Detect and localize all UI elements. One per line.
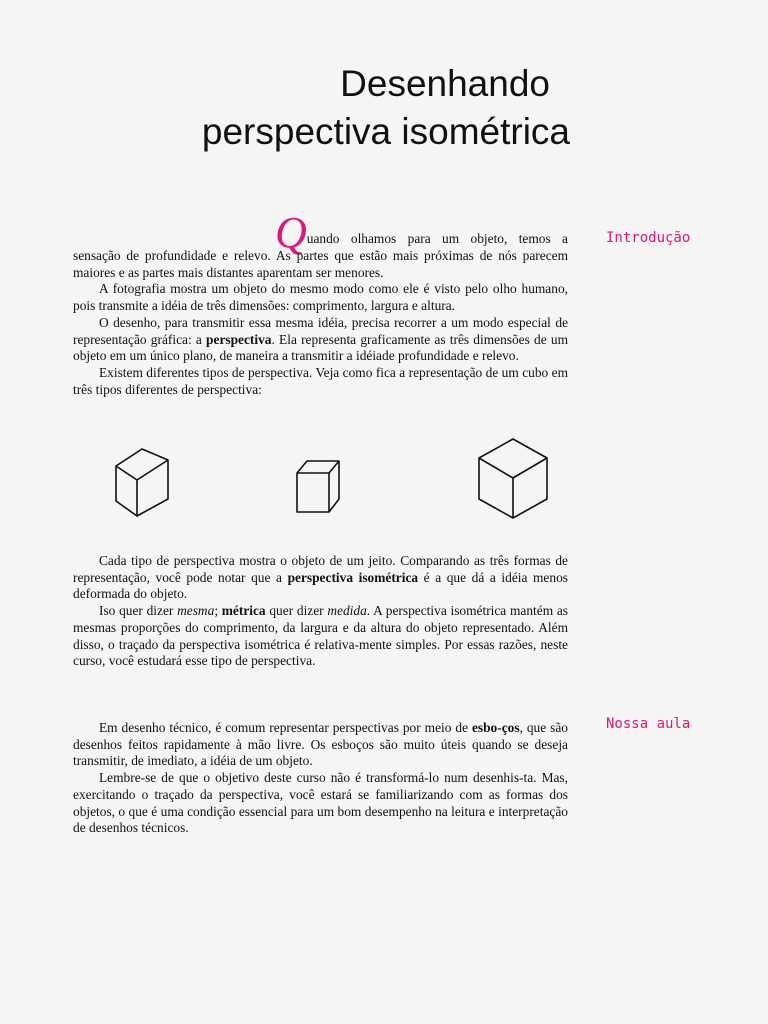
- cube-perspective-3-figure: [476, 436, 550, 522]
- middle-p1-text-b: é a que dá a idéia menos deformada do objeto.: [73, 569, 568, 602]
- middle-p2-text-a: Iso quer dizer: [99, 603, 178, 619]
- middle-p2-text-c: quer dizer: [265, 603, 328, 619]
- cube-perspective-1-figure: [113, 444, 173, 520]
- intro-paragraph-1: [73, 208, 568, 281]
- title-line-1: Desenhando: [340, 63, 550, 104]
- middle-p2-italic-2: medida: [327, 603, 367, 619]
- middle-p1-bold: perspectiva isométrica: [287, 569, 419, 585]
- aula-p1-bold: esbo-ços: [471, 720, 520, 735]
- middle-p1-text-a: Cada tipo de perspectiva mostra o objeto de um jeito. Comparando as três formas de representação, você pode notar que a: [73, 553, 568, 585]
- title-line-2: perspectiva isométrica: [201, 111, 570, 152]
- intro-paragraph-2: A fotografia mostra um objeto do mesmo modo como ele é visto pelo olho humano, pois transmite a idéia de três dimensões: comprimento, largura e altura.: [73, 281, 568, 314]
- intro-p3-text-a: O desenho, para transmitir essa mesma idéia, precisa recorrer a um modo especial de representação gráfica: a: [73, 314, 568, 347]
- drop-cap-letter: Q: [275, 208, 307, 257]
- aula-paragraph-2: Lembre-se de que o objetivo deste curso não é transformá-lo num desenhis-ta. Mas, exercitando o traçado da perspectiva, você estará se familiarizando com as formas dos objetos, o que é uma condição essencial para um bom desempenho na leitura e interpretação de desenhos técnicos.: [73, 770, 568, 836]
- middle-paragraph-1: [73, 553, 568, 603]
- aula-paragraph-1: [73, 720, 568, 770]
- middle-p2-bold: métrica: [221, 603, 266, 619]
- page-title: [0, 60, 570, 156]
- intro-p3-bold: perspectiva: [206, 331, 272, 347]
- section-label-nossa-aula: Nossa aula: [606, 716, 691, 732]
- intro-p3-text-b: . Ela representa graficamente as três dimensões de um objeto em um único plano, de maneira a transmitir a idéiade profundidade e relevo.: [73, 331, 569, 364]
- middle-section: [73, 553, 568, 670]
- cube-perspective-2-figure: [293, 458, 343, 516]
- intro-section: [73, 208, 569, 398]
- aula-p1-text-a: Em desenho técnico, é comum representar perspectivas por meio de: [99, 720, 472, 735]
- intro-paragraph-1-text: uando olhamos para um objeto, temos a sensação de profundidade e relevo. As partes que estão mais próximas de nós parecem maiores e as partes mais distantes aparentam ser menores.: [73, 231, 568, 280]
- middle-paragraph-2: [73, 603, 568, 670]
- middle-p2-text-b: ;: [214, 603, 222, 619]
- aula-p1-text-b: , que são desenhos feitos rapidamente à mão livre. Os esboços são muito úteis quando se deseja transmitir, de imediato, a idéia de um objeto.: [73, 720, 568, 769]
- middle-p2-italic-1: mesma: [177, 603, 215, 619]
- intro-paragraph-3: [73, 315, 568, 365]
- cube-figures: [73, 432, 568, 527]
- section-label-introducao: Introdução: [606, 230, 691, 246]
- aula-section: [73, 720, 568, 837]
- middle-p2-text-d: . A perspectiva isométrica mantém as mesmas proporções do comprimento, da largura e da altura do objeto representado. Além disso, o traçado da perspectiva isométrica é relativa-mente simples. Por essas razões, neste curso, você estudará esse tipo de perspectiva.: [73, 603, 568, 669]
- intro-paragraph-4: Existem diferentes tipos de perspectiva. Veja como fica a representação de um cubo em três tipos diferentes de perspectiva:: [73, 364, 568, 397]
